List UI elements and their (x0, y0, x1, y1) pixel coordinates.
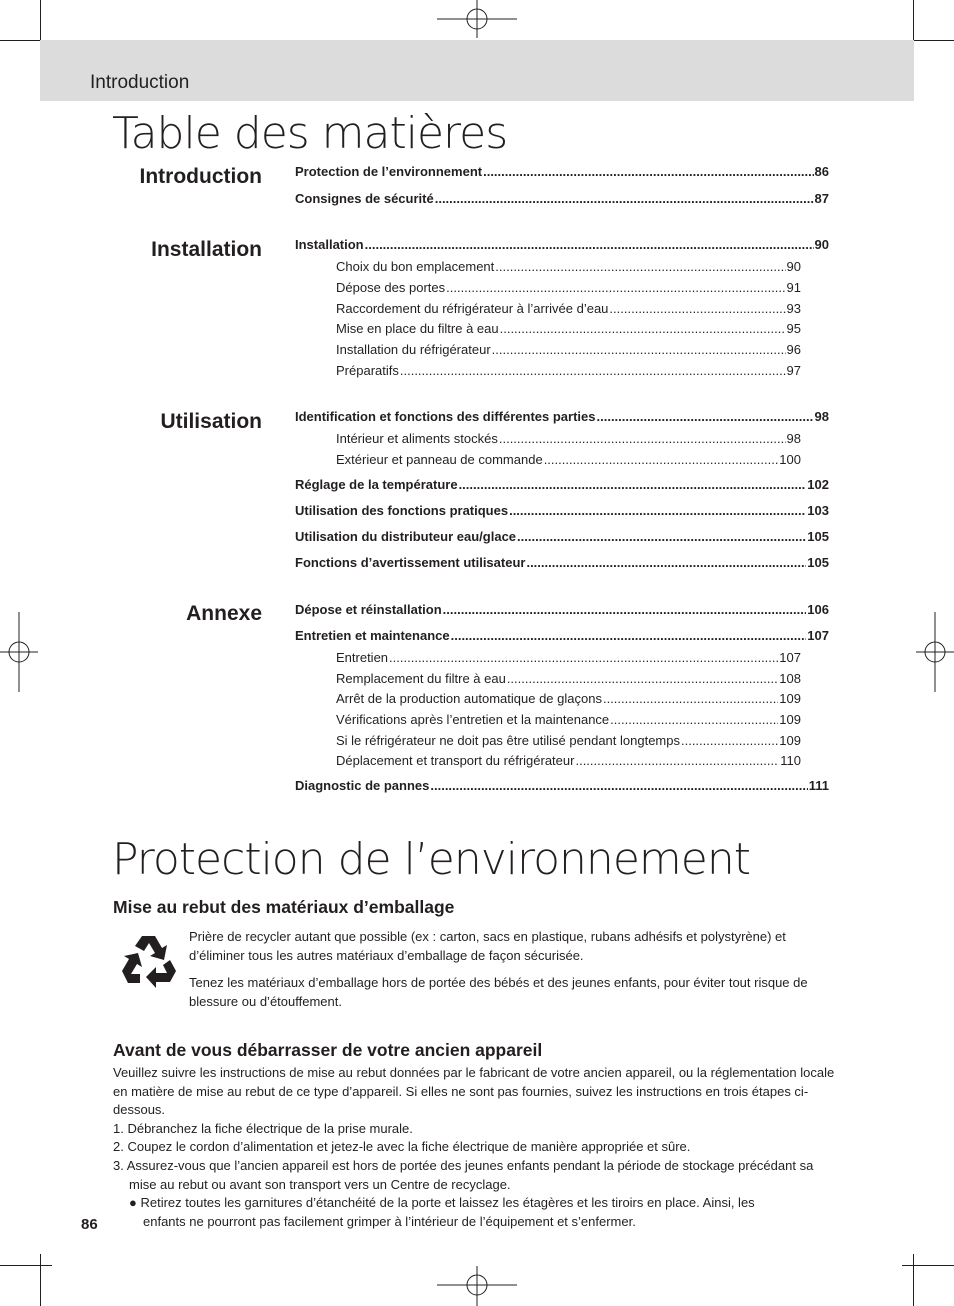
section-label-utilisation: Utilisation (160, 410, 262, 433)
toc-subentry[interactable]: Si le réfrigérateur ne doit pas être utilisé pendant longtemps ..... 109 (336, 733, 801, 748)
disposal-bullet: ● Retirez toutes les garnitures d’étanchéité de la porte et laissez les étagères et les tiroirs en place. Ainsi, les enfants ne pourront pas facilement grimper à l’intérieur de l’équipement et s’enfermer. (129, 1195, 755, 1229)
toc-subentry[interactable]: Préparatifs ..... 97 (336, 363, 801, 378)
registration-mark-bottom (437, 1266, 517, 1306)
toc-subentry[interactable]: Déplacement et transport du réfrigérateur ..... 110 (336, 753, 801, 768)
toc-entry[interactable]: Installation ..... 90 (295, 237, 829, 252)
toc-subentry[interactable]: Extérieur et panneau de commande ..... 100 (336, 452, 801, 467)
toc-entry[interactable]: Utilisation des fonctions pratiques ..... 103 (295, 503, 829, 518)
page-number: 86 (81, 1216, 98, 1233)
toc-subentry[interactable]: Raccordement du réfrigérateur à l’arrivée d’eau ..... 93 (336, 301, 801, 316)
toc-subentry[interactable]: Choix du bon emplacement ..... 90 (336, 259, 801, 274)
disposal-step-3: 3. Assurez-vous que l’ancien appareil est hors de portée des jeunes enfants pendant la période de stockage précédant sa mise au rebut ou avant son transport vers un Centre de recyclage. (113, 1158, 814, 1192)
packaging-paragraph-1: Prière de recycler autant que possible (ex : carton, sacs en plastique, rubans adhésifs et polystyrène) et d’éliminer tous les autres matériaux d’emballage de façon sécurisée. (189, 929, 786, 963)
toc-entry[interactable]: Utilisation du distributeur eau/glace ..... 105 (295, 529, 829, 544)
packaging-heading: Mise au rebut des matériaux d’emballage (113, 897, 455, 917)
toc-subentry[interactable]: Mise en place du filtre à eau ..... 95 (336, 321, 801, 336)
toc-entry[interactable]: Diagnostic de pannes ..... 111 (295, 778, 829, 793)
disposal-step-2: 2. Coupez le cordon d’alimentation et jetez-le avec la fiche électrique de manière appropriée et sûre. (113, 1139, 691, 1154)
toc-subentry[interactable]: Dépose des portes ..... 91 (336, 280, 801, 295)
recycle-icon (118, 930, 180, 992)
registration-mark-top (437, 0, 517, 40)
toc-entry[interactable]: Protection de l’environnement ..... 86 (295, 164, 829, 179)
toc-subentry[interactable]: Entretien ..... 107 (336, 650, 801, 665)
packaging-paragraph-2: Tenez les matériaux d’emballage hors de portée des bébés et des jeunes enfants, pour éviter tout risque de blessure ou d’étouffement. (189, 975, 808, 1009)
disposal-step-1: 1. Débranchez la fiche électrique de la prise murale. (113, 1121, 413, 1136)
toc-subentry[interactable]: Arrêt de la production automatique de glaçons ..... 109 (336, 691, 801, 706)
toc-entry[interactable]: Dépose et réinstallation ..... 106 (295, 602, 829, 617)
toc-entry[interactable]: Identification et fonctions des différentes parties ..... 98 (295, 409, 829, 424)
toc-entry[interactable]: Réglage de la température ..... 102 (295, 477, 829, 492)
section-label-annexe: Annexe (186, 602, 262, 625)
registration-mark-left (0, 612, 40, 692)
toc-entry[interactable]: Fonctions d’avertissement utilisateur ..... 105 (295, 555, 829, 570)
toc-subentry[interactable]: Remplacement du filtre à eau ..... 108 (336, 671, 801, 686)
toc-entry[interactable]: Entretien et maintenance ..... 107 (295, 628, 829, 643)
old-appliance-heading: Avant de vous débarrasser de votre ancien appareil (113, 1040, 543, 1060)
toc-subentry[interactable]: Vérifications après l’entretien et la maintenance ..... 109 (336, 712, 801, 727)
header-band (40, 40, 914, 101)
toc-subentry[interactable]: Installation du réfrigérateur ..... 96 (336, 342, 801, 357)
section-label-installation: Installation (151, 238, 262, 261)
section-label-introduction: Introduction (139, 165, 262, 188)
toc-entry[interactable]: Consignes de sécurité ..... 87 (295, 191, 829, 206)
old-appliance-intro: Veuillez suivre les instructions de mise au rebut données par le fabricant de votre ancien appareil, ou la réglementation locale en matière de mise au rebut de ce type d’appareil. Si elles ne sont pas fournies, suivez les instructions en trois étapes ci-dessous. (113, 1065, 835, 1118)
toc-title: Table des matières (112, 108, 508, 159)
registration-mark-right (914, 612, 954, 692)
environment-title: Protection de l’environnement (112, 834, 750, 885)
header-section-label: Introduction (90, 72, 190, 93)
toc-subentry[interactable]: Intérieur et aliments stockés ..... 98 (336, 431, 801, 446)
